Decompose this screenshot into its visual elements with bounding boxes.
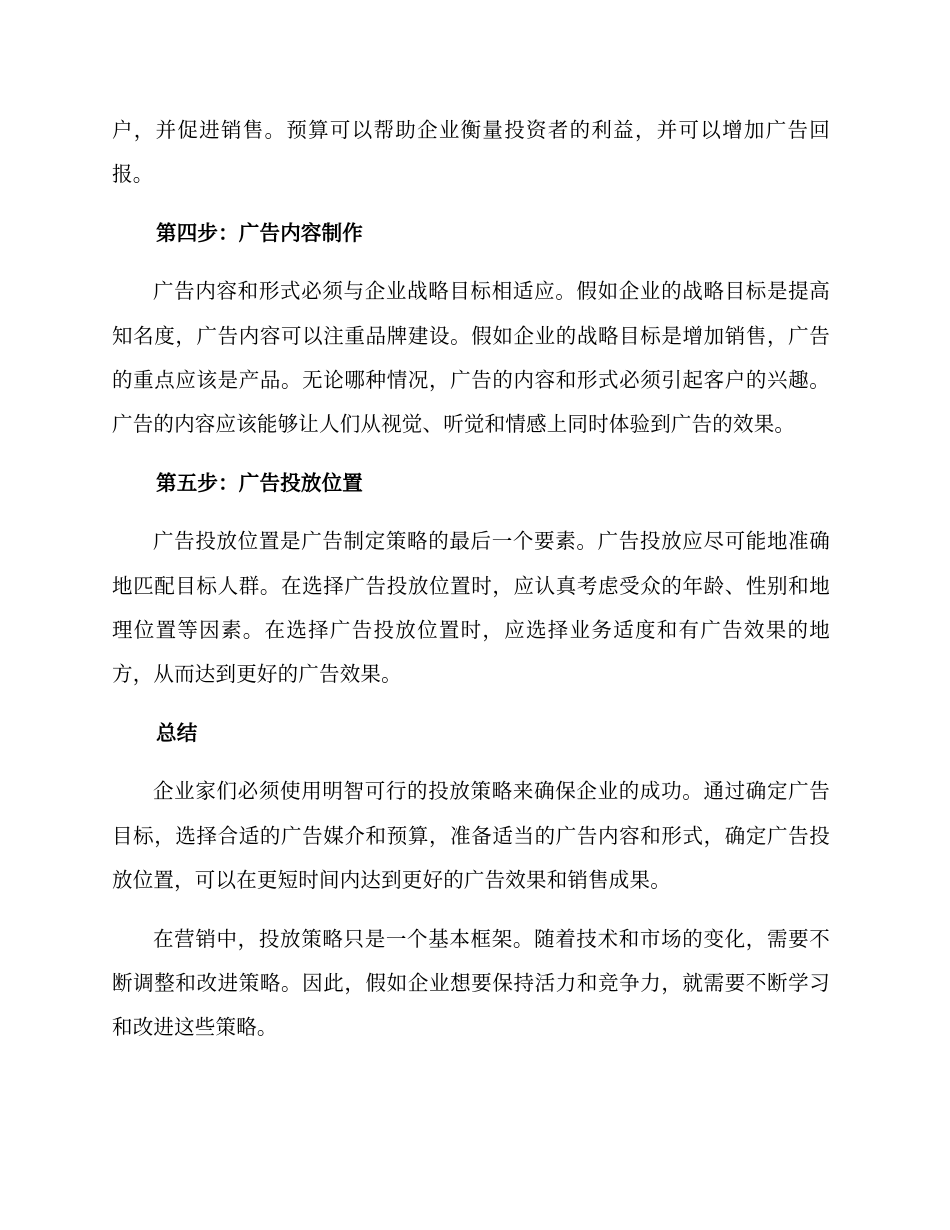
paragraph-summary-1: 企业家们必须使用明智可行的投放策略来确保企业的成功。通过确定广告目标，选择合适的广告媒介和预算，准备适当的广告内容和形式，确定广告投放位置，可以在更短时间内达到更好的广告效果和销售成果。 [112,779,830,893]
section-heading-summary: 总结 [156,720,198,745]
paragraph-step-five: 广告投放位置是广告制定策略的最后一个要素。广告投放应尽可能地准确地匹配目标人群。在选择广告投放位置时，应认真考虑受众的年龄、性别和地理位置等因素。在选择广告投放位置时，应选择业务适度和有广告效果的地方，从而达到更好的广告效果。 [112,529,830,687]
paragraph-step-four: 广告内容和形式必须与企业战略目标相适应。假如企业的战略目标是提高知名度，广告内容可以注重品牌建设。假如企业的战略目标是增加销售，广告的重点应该是产品。无论哪种情况，广告的内容和形式必须引起客户的兴趣。广告的内容应该能够让人们从视觉、听觉和情感上同时体验到广告的效果。 [112,279,830,437]
spacer [112,255,830,269]
section-heading-step-five: 第五步：广告投放位置 [156,470,363,495]
spacer [112,197,830,211]
document-page [112,108,830,1050]
paragraph-summary-2: 在营销中，投放策略只是一个基本框架。随着技术和市场的变化，需要不断调整和改进策略。因此，假如企业想要保持活力和竞争力，就需要不断学习和改进这些策略。 [112,926,830,1040]
spacer [112,697,830,711]
spacer [112,755,830,769]
spacer [112,447,830,461]
spacer [112,903,830,917]
continuation-paragraph: 户，并促进销售。预算可以帮助企业衡量投资者的利益，并可以增加广告回报。 [112,118,830,187]
spacer [112,505,830,519]
section-heading-step-four: 第四步：广告内容制作 [156,220,363,245]
